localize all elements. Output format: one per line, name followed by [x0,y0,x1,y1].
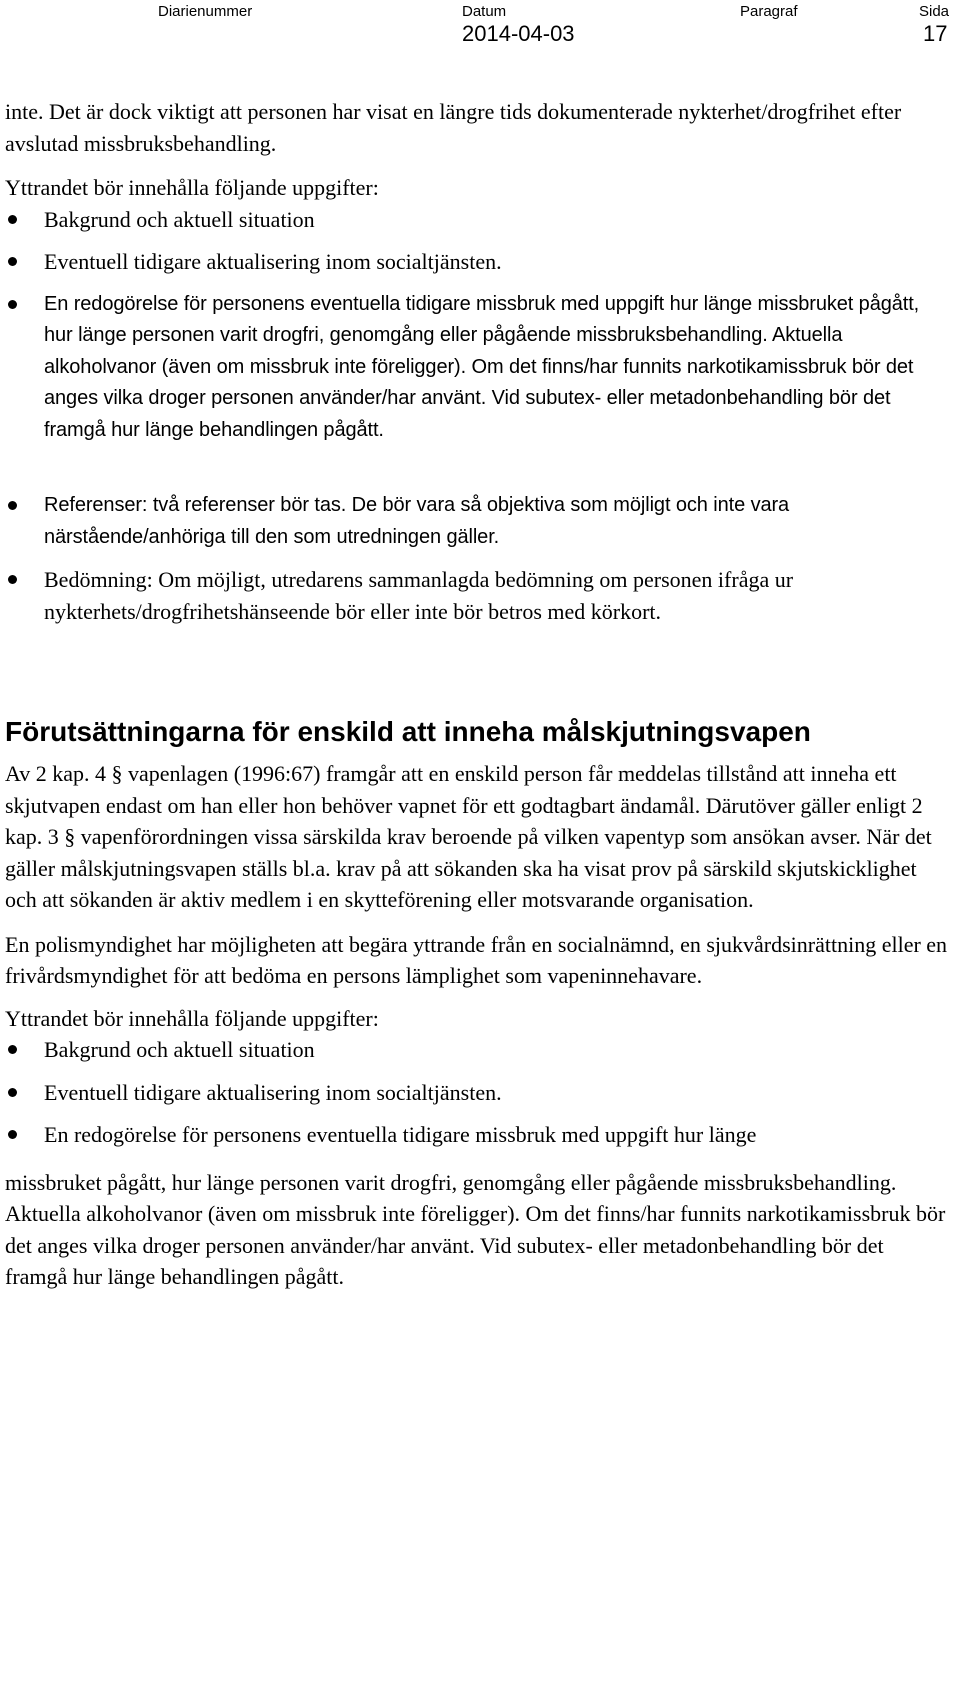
list-item: Referenser: två referenser bör tas. De bör vara så objektiva som möjligt och inte vara närstående/anhöriga till den som utredningen gäller. [5,490,950,553]
polismyndighet-paragraph: En polismyndighet har möjligheten att begära yttrande från en socialnämnd, en sjukvårdsinrättning eller en frivårdsmyndighet för att bedöma en persons lämplighet som vapeninnehavare. [5,931,948,988]
yttrande-heading-1: Yttrandet bör innehålla följande uppgifter: [5,175,379,200]
requirements-list-2 [5,1034,950,1151]
section-heading: Förutsättningarna för enskild att inneha målskjutningsvapen [5,716,811,747]
yttrande-heading-2: Yttrandet bör innehålla följande uppgifter: [5,1005,379,1031]
list-item: Bakgrund och aktuell situation [5,204,950,236]
intro-paragraph: inte. Det är dock viktigt att personen har visat en längre tids dokumenterade nykterhet/drogfrihet efter avslutad missbruksbehandling. [5,99,902,156]
datum-label: Datum [462,3,507,20]
continuation-paragraph: missbruket pågått, hur länge personen varit drogfri, genomgång eller pågående missbruksbehandling. Aktuella alkoholvanor (även om missbruk inte föreligger). Om det finns/har funnits narkotikamissbruk bör det anges vilka droger personen använder/har använt. Vid subutex- eller metadonbehandling bör det framgå hur länge behandlingen pågått. [5,1169,946,1289]
list-item: Eventuell tidigare aktualisering inom socialtjänsten. [5,246,950,278]
requirements-list-1 [5,204,950,628]
list-item: Bakgrund och aktuell situation [5,1034,950,1066]
list-item: Eventuell tidigare aktualisering inom socialtjänsten. [5,1077,950,1109]
paragraf-label: Paragraf [740,3,798,20]
sida-value: 17 [923,21,948,46]
list-item: Bedömning: Om möjligt, utredarens sammanlagda bedömning om personen ifråga ur nykterhets/drogfrihetshänseende bör eller inte bör betros med körkort. [5,564,950,627]
list-item: En redogörelse för personens eventuella tidigare missbruk med uppgift hur länge missbruket pågått, hur länge personen varit drogfri, genomgång eller pågående missbruksbehandling. Aktuella alkoholvanor (även om missbruk inte föreligger). Om det finns/har funnits narkotikamissbruk bör det anges vilka droger personen använder/har använt. Vid subutex- eller metadonbehandling bör det framgå hur länge behandlingen pågått. [5,289,950,447]
diarienummer-label: Diarienummer [158,3,253,20]
sida-label: Sida [919,3,950,20]
datum-value: 2014-04-03 [462,21,575,46]
list-item: En redogörelse för personens eventuella tidigare missbruk med uppgift hur länge [5,1119,950,1151]
vapenlagen-paragraph: Av 2 kap. 4 § vapenlagen (1996:67) framgår att en enskild person får meddelas tillstånd att inneha ett skjutvapen endast om han eller hon behöver vapnet för ett godtagbart ändamål. Därutöver gäller enligt 2 kap. 3 § vapenförordningen vissa särskilda krav beroende på vilken vapentyp som ansökan avser. När det gäller målskjutningsvapen ställs bl.a. krav på att sökanden ska ha visat prov på särskild skjutskicklighet och att sökanden är aktiv medlem i en skytteförening eller motsvarande organisation. [5,761,932,912]
page-header [0,0,960,50]
document-body [5,96,950,1293]
